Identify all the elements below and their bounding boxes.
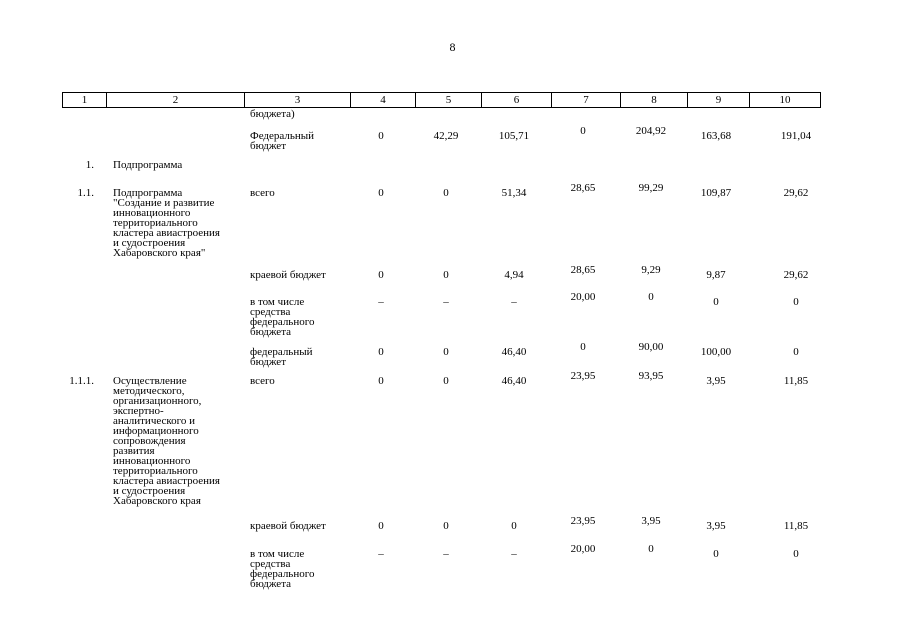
- value-cell: –: [443, 296, 449, 308]
- value-cell: 163,68: [700, 130, 732, 142]
- header-cell: 7: [552, 93, 621, 108]
- funding-source: Федеральный бюджет: [250, 130, 315, 152]
- value-cell: 29,62: [783, 187, 809, 199]
- header-row: [63, 93, 821, 108]
- value-cell: 20,00: [570, 543, 596, 555]
- value-cell: 99,29: [638, 182, 664, 194]
- value-cell: 0: [793, 346, 799, 358]
- value-cell: 0: [580, 125, 586, 137]
- value-cell: 20,00: [570, 291, 596, 303]
- header-cell: 5: [416, 93, 482, 108]
- value-cell: 191,04: [780, 130, 812, 142]
- value-cell: 0: [378, 130, 384, 142]
- value-cell: 28,65: [570, 182, 596, 194]
- value-cell: 51,34: [501, 187, 527, 199]
- header-cell: 1: [63, 93, 107, 108]
- header-cell: 6: [482, 93, 552, 108]
- value-cell: 0: [648, 291, 654, 303]
- value-cell: 0: [378, 187, 384, 199]
- value-cell: 0: [793, 548, 799, 560]
- value-cell: 42,29: [433, 130, 459, 142]
- value-cell: 0: [713, 296, 719, 308]
- header-cell: 8: [621, 93, 688, 108]
- funding-source: в том числе средства федерального бюджета: [250, 296, 315, 338]
- funding-source: краевой бюджет: [250, 269, 326, 281]
- value-cell: 0: [378, 520, 384, 532]
- value-cell: 0: [443, 520, 449, 532]
- value-cell: 3,95: [706, 375, 726, 387]
- value-cell: 23,95: [570, 370, 596, 382]
- value-cell: 100,00: [700, 346, 732, 358]
- funding-source: краевой бюджет: [250, 520, 326, 532]
- header-cell: 10: [750, 93, 821, 108]
- value-cell: 0: [443, 269, 449, 281]
- value-cell: 204,92: [635, 125, 667, 137]
- value-cell: 0: [378, 375, 384, 387]
- value-cell: 90,00: [638, 341, 664, 353]
- value-cell: 11,85: [783, 375, 809, 387]
- value-cell: 105,71: [498, 130, 530, 142]
- column-number-header: [62, 92, 821, 108]
- row-name: Подпрограмма "Создание и развитие инновационного территориального кластера авиастроения и судостроения Хабаровского края": [113, 187, 220, 259]
- value-cell: 4,94: [504, 269, 524, 281]
- row-number: 1.1.1.: [69, 375, 94, 387]
- row-name: Осуществление методического, организационного, экспертно- аналитического и информационного сопровождения развития инновационного территориального кластера авиастроения и судостроения Хабаровского края: [113, 375, 220, 507]
- value-cell: 29,62: [783, 269, 809, 281]
- value-cell: 0: [443, 346, 449, 358]
- header-cell: 3: [245, 93, 351, 108]
- value-cell: 0: [713, 548, 719, 560]
- value-cell: 3,95: [706, 520, 726, 532]
- value-cell: 0: [443, 187, 449, 199]
- header-cell: 9: [688, 93, 750, 108]
- continuation-text: бюджета): [250, 108, 295, 120]
- funding-source: всего: [250, 187, 275, 199]
- value-cell: 0: [443, 375, 449, 387]
- value-cell: 46,40: [501, 375, 527, 387]
- value-cell: –: [378, 296, 384, 308]
- value-cell: –: [378, 548, 384, 560]
- value-cell: 93,95: [638, 370, 664, 382]
- value-cell: 0: [378, 269, 384, 281]
- value-cell: –: [511, 296, 517, 308]
- value-cell: 9,29: [641, 264, 661, 276]
- header-cell: 4: [351, 93, 416, 108]
- row-name: Подпрограмма: [113, 159, 183, 171]
- value-cell: –: [443, 548, 449, 560]
- value-cell: 23,95: [570, 515, 596, 527]
- row-number: 1.1.: [77, 187, 94, 199]
- value-cell: 3,95: [641, 515, 661, 527]
- value-cell: 28,65: [570, 264, 596, 276]
- value-cell: 11,85: [783, 520, 809, 532]
- value-cell: 0: [511, 520, 517, 532]
- value-cell: 9,87: [706, 269, 726, 281]
- value-cell: 0: [378, 346, 384, 358]
- value-cell: 0: [648, 543, 654, 555]
- header-cell: 2: [107, 93, 245, 108]
- page-number: 8: [449, 40, 456, 54]
- value-cell: 0: [793, 296, 799, 308]
- value-cell: 46,40: [501, 346, 527, 358]
- funding-source: федеральный бюджет: [250, 346, 313, 368]
- funding-source: всего: [250, 375, 275, 387]
- row-number: 1.: [85, 159, 94, 171]
- funding-source: в том числе средства федерального бюджета: [250, 548, 315, 590]
- value-cell: –: [511, 548, 517, 560]
- value-cell: 0: [580, 341, 586, 353]
- value-cell: 109,87: [700, 187, 732, 199]
